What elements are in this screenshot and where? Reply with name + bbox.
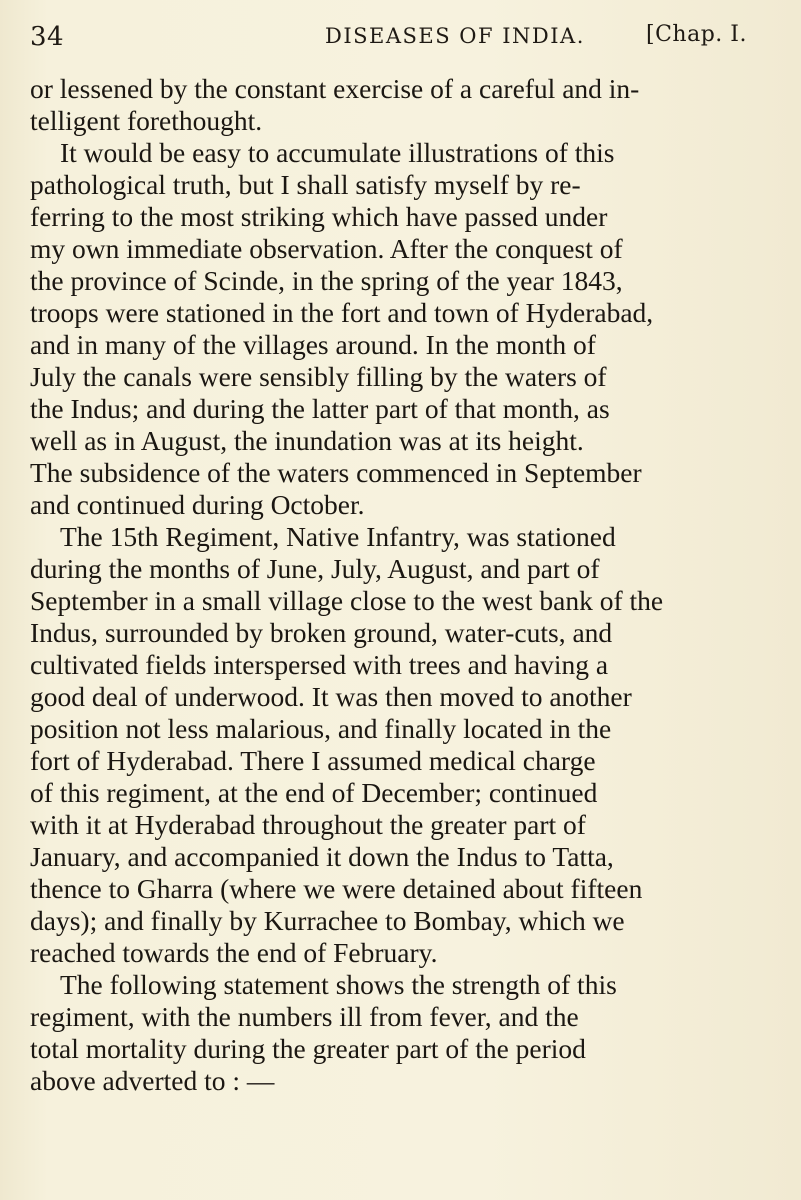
text-line: total mortality during the greater part of the period [30, 1033, 586, 1064]
text-line: during the months of June, July, August, and part of [30, 553, 600, 584]
text-line: above adverted to : — [30, 1065, 275, 1096]
text-line: position not less malarious, and finally located in the [30, 713, 612, 744]
text-line: the province of Scinde, in the spring of the year 1843, [30, 265, 623, 296]
running-title: DISEASES OF INDIA. [325, 24, 585, 48]
page-header [0, 22, 801, 56]
text-line: telligent forethought. [30, 105, 263, 136]
text-line: my own immediate observation. After the conquest of [30, 233, 623, 264]
text-line: pathological truth, but I shall satisfy myself by re- [30, 169, 581, 200]
text-line: regiment, with the numbers ill from fever, and the [30, 1001, 579, 1032]
text-line: thence to Gharra (where we were detained about fifteen [30, 873, 643, 904]
text-line: days); and finally by Kurrachee to Bombay, which we [30, 905, 625, 936]
text-line: July the canals were sensibly filling by the waters of [30, 361, 607, 392]
text-line: of this regiment, at the end of December; continued [30, 777, 598, 808]
text-line: and continued during October. [30, 489, 365, 520]
text-line: Indus, surrounded by broken ground, water-cuts, and [30, 617, 613, 648]
text-line: September in a small village close to the west bank of the [30, 585, 664, 616]
text-line: the Indus; and during the latter part of that month, as [30, 393, 610, 424]
text-line: The following statement shows the strength of this [60, 969, 617, 1000]
text-line: cultivated fields interspersed with trees and having a [30, 649, 609, 680]
text-line: The 15th Regiment, Native Infantry, was stationed [60, 521, 616, 552]
text-line: The subsidence of the waters commenced in September [30, 457, 642, 488]
text-line: and in many of the villages around. In the month of [30, 329, 596, 360]
page-number: 34 [30, 22, 65, 52]
text-line: January, and accompanied it down the Indus to Tatta, [30, 841, 614, 872]
text-line: or lessened by the constant exercise of a careful and in- [30, 73, 640, 104]
text-line: fort of Hyderabad. There I assumed medical charge [30, 745, 596, 776]
text-line: well as in August, the inundation was at its height. [30, 425, 584, 456]
text-line: troops were stationed in the fort and town of Hyderabad, [30, 297, 654, 328]
text-line: with it at Hyderabad throughout the greater part of [30, 809, 586, 840]
text-line: good deal of underwood. It was then moved to another [30, 681, 632, 712]
chapter-marker: [Chap. I. [646, 22, 747, 47]
text-line: reached towards the end of February. [30, 937, 438, 968]
text-line: ferring to the most striking which have passed under [30, 201, 608, 232]
text-line: It would be easy to accumulate illustrations of this [60, 137, 615, 168]
